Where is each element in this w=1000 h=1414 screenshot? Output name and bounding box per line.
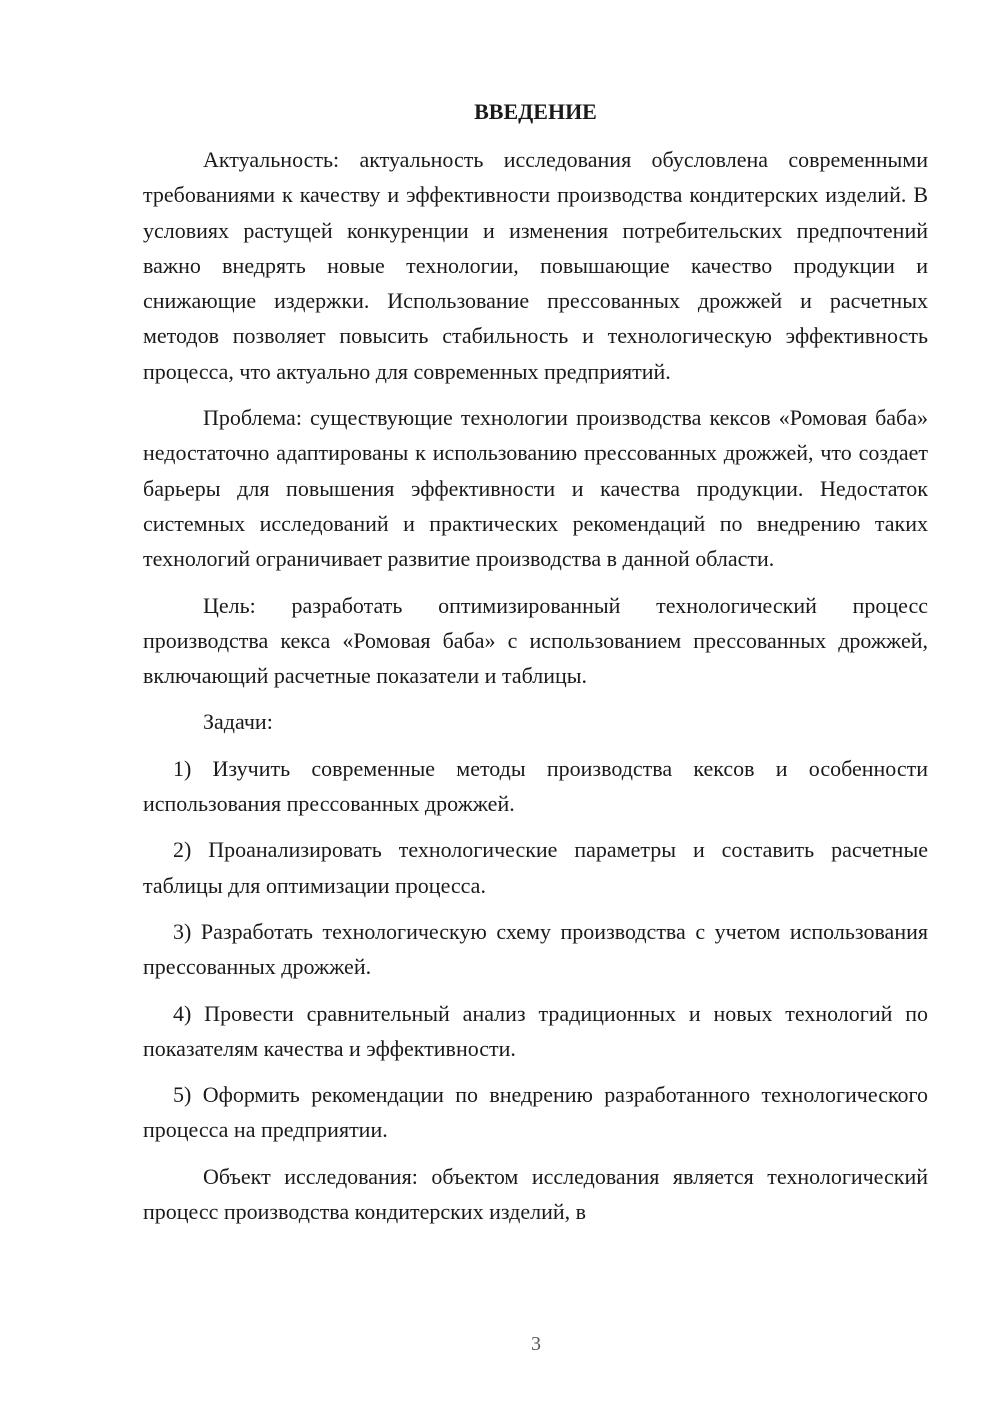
task-item: 2) Проанализировать технологические параметры и составить расчетные таблицы для оптимизации процесса. bbox=[143, 837, 928, 898]
task-item: 4) Провести сравнительный анализ традиционных и новых технологий по показателям качества и эффективности. bbox=[143, 1000, 928, 1061]
paragraph-relevance: Актуальность: актуальность исследования обусловлена современными требованиями к качеству и эффективности производства кондитерских изделий. В условиях растущей конкуренции и изменения потребительских предпочтений важно внедрять новые технологии, повышающие качество продукции и снижающие издержки. Использование прессованных дрожжей и расчетных методов позволяет повысить стабильность и технологическую эффективность процесса, что актуально для современных предприятий. bbox=[143, 147, 928, 384]
paragraph-object: Объект исследования: объектом исследования является технологический процесс производства кондитерских изделий, в bbox=[143, 1163, 928, 1225]
task-item: 3) Разработать технологическую схему производства с учетом использования прессованных дрожжей. bbox=[143, 918, 928, 980]
task-item: 1) Изучить современные методы производства кексов и особенности использования прессованных дрожжей. bbox=[143, 755, 928, 817]
document-page bbox=[143, 94, 928, 1229]
paragraph-goal: Цель: разработать оптимизированный технологический процесс производства кекса «Ромовая баба» с использованием прессованных дрожжей, включающий расчетные показатели и таблицы. bbox=[143, 592, 928, 689]
section-title: ВВЕДЕНИЕ bbox=[474, 99, 597, 124]
task-item: 5) Оформить рекомендации по внедрению разработанного технологического процесса на предприятии. bbox=[143, 1082, 928, 1143]
tasks-label: Задачи: bbox=[203, 709, 273, 735]
paragraph-problem: Проблема: существующие технологии производства кексов «Ромовая баба» недостаточно адаптированы к использованию прессованных дрожжей, что создает барьеры для повышения эффективности и качества продукции. Недостаток системных исследований и практических рекомендаций по внедрению таких технологий ограничивает развитие производства в данной области. bbox=[143, 405, 928, 572]
page-number: 3 bbox=[531, 1333, 541, 1355]
